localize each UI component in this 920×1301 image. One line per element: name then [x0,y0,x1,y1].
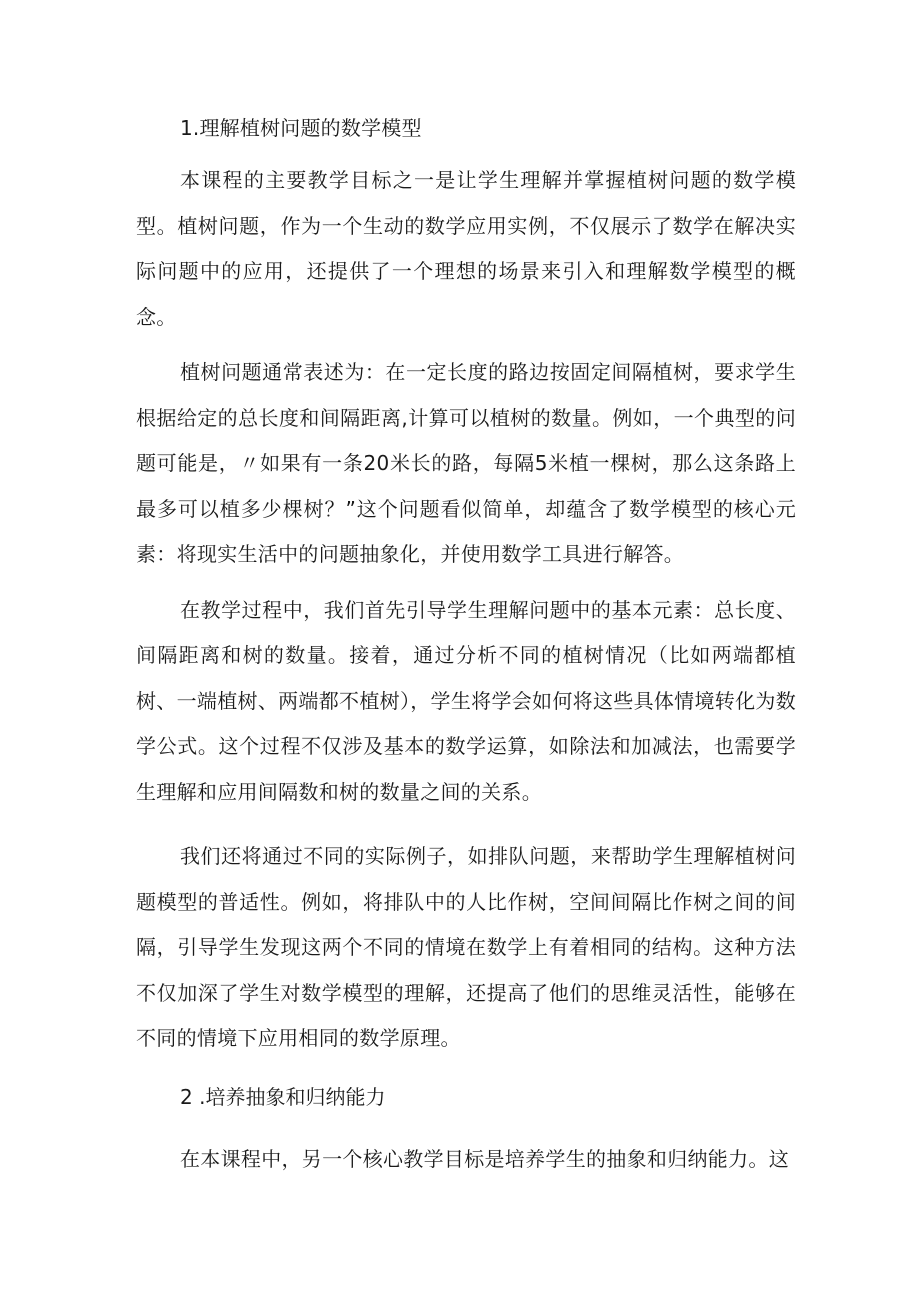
section-1-paragraph-3: 在教学过程中，我们首先引导学生理解问题中的基本元素：总长度、间隔距离和树的数量。接着，通过分析不同的植树情况（比如两端都植树、一端植树、两端都不植树），学生将学会如何将这些具体情境转化为数学公式。这个过程不仅涉及基本的数学运算，如除法和加减法，也需要学生理解和应用间隔数和树的数量之间的关系。 [136,597,796,804]
section-1-paragraph-4: 我们还将通过不同的实际例子，如排队问题，来帮助学生理解植树问题模型的普适性。例如，将排队中的人比作树，空间间隔比作树之间的间隔，引导学生发现这两个不同的情境在数学上有着相同的结构。这种方法不仅加深了学生对数学模型的理解，还提高了他们的思维灵活性，能够在不同的情境下应用相同的数学原理。 [136,844,796,1050]
paragraph-spacer [136,1127,796,1137]
section-spacer [136,1062,796,1081]
section-1-paragraph-1: 本课程的主要教学目标之一是让学生理解并掌握植树问题的数学模型。植树问题，作为一个生动的数学应用实例，不仅展示了数学在解决实际问题中的应用，还提供了一个理想的场景来引入和理解数学模型的概念。 [136,168,796,329]
paragraph-spacer [136,815,796,834]
document-body [136,112,796,1182]
section-2-heading: 2 .培养抽象和归纳能力 [180,1084,386,1109]
paragraph-spacer [136,340,796,350]
section-1-heading: 1.理解植树问题的数学模型 [180,116,422,140]
paragraph-spacer [136,578,796,588]
section-1-paragraph-2: 植树问题通常表述为：在一定长度的路边按固定间隔植树，要求学生根据给定的总长度和间隔距离,计算可以植树的数量。例如，一个典型的问题可能是，〃如果有一条20米长的路，每隔5米植一棵树，那么这条路上最多可以植多少棵树？”这个问题看似简单，却蕴含了数学模型的核心元素：将现实生活中的问题抽象化，并使用数学工具进行解答。 [136,360,796,566]
section-2-paragraph-1: 在本课程中，另一个核心教学目标是培养学生的抽象和归纳能力。这 [180,1146,789,1171]
